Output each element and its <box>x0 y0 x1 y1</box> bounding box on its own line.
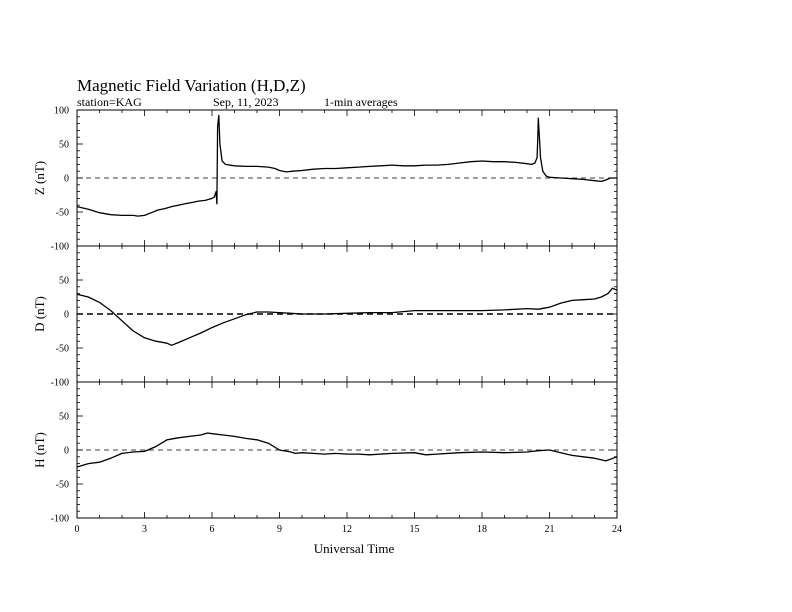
y-axis-label: Z (nT) <box>32 160 47 196</box>
x-tick-label: 21 <box>544 524 555 535</box>
y-tick-label: 0 <box>64 309 69 321</box>
y-tick-label: 0 <box>64 173 69 185</box>
panel-0 <box>32 106 617 253</box>
y-tick-label: -50 <box>55 207 69 219</box>
x-tick-label: 12 <box>342 524 352 535</box>
y-axis-label: H (nT) <box>32 432 47 468</box>
y-tick-label: 50 <box>59 275 69 287</box>
y-tick-label: -100 <box>50 513 69 525</box>
y-tick-label: 50 <box>59 411 69 423</box>
x-tick-label: 18 <box>477 524 487 535</box>
y-tick-label: -100 <box>50 377 69 389</box>
chart-title: Magnetic Field Variation (H,D,Z) <box>77 76 306 95</box>
y-tick-label: 0 <box>64 445 69 457</box>
panel-2 <box>32 382 617 525</box>
x-tick-label: 9 <box>277 524 282 535</box>
y-tick-label: 100 <box>54 105 69 117</box>
y-tick-label: -100 <box>50 241 69 253</box>
y-tick-label: -50 <box>55 479 69 491</box>
x-axis-label: Universal Time <box>313 541 395 556</box>
averaging-label: 1-min averages <box>324 95 398 109</box>
date-label: Sep, 11, 2023 <box>213 95 279 109</box>
series-line-1 <box>77 288 617 345</box>
y-axis-label: D (nT) <box>32 296 47 332</box>
x-tick-label: 6 <box>209 524 215 535</box>
y-tick-label: 50 <box>59 139 69 151</box>
panel-1 <box>32 246 617 389</box>
x-tick-label: 3 <box>142 524 147 535</box>
y-tick-label: -50 <box>55 343 69 355</box>
station-label: station=KAG <box>77 95 142 109</box>
panels-group <box>32 106 622 536</box>
x-tick-label: 24 <box>612 524 622 535</box>
x-tick-label: 0 <box>74 524 80 535</box>
series-line-0 <box>77 115 617 216</box>
x-tick-label: 15 <box>409 524 420 535</box>
